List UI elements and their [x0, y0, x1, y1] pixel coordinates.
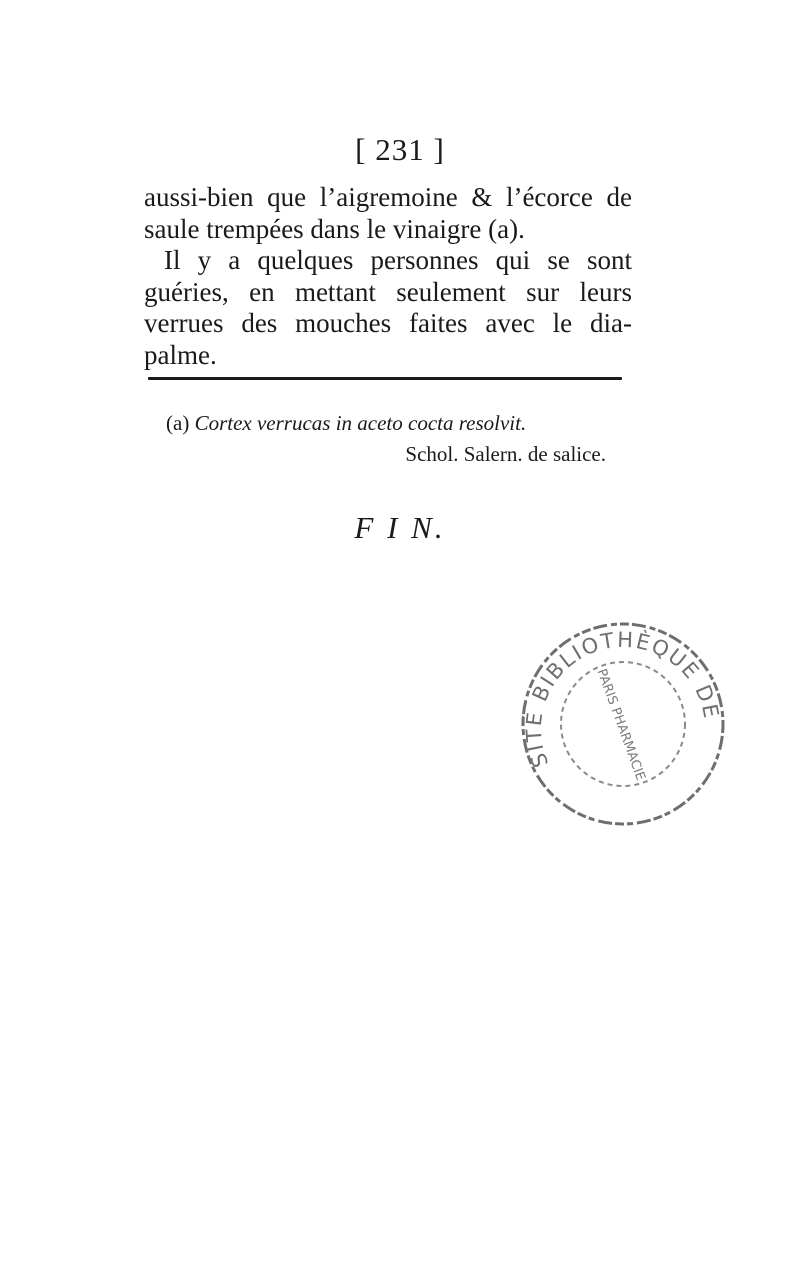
- text-line: palme.: [144, 339, 217, 370]
- footnote-source: Schol. Salern. de salice.: [405, 442, 606, 466]
- text-line: verrues des mouches faites avec le dia-: [144, 308, 632, 338]
- page-number: [ 231 ]: [355, 132, 445, 167]
- text-line: saule trempées dans le vinaigre (a).: [144, 213, 525, 244]
- text-line: Il y a quelques personnes qui se sont: [164, 245, 632, 275]
- horizontal-rule: [148, 377, 622, 380]
- stamp-outer-text: SITÉ BIBLIOTHÈQUE DE: [521, 627, 724, 771]
- footnote: [166, 408, 606, 470]
- stamp-inner-text: PARIS PHARMACIE: [593, 666, 648, 783]
- fin-closing: F I N.: [354, 510, 446, 545]
- body-text: [144, 182, 632, 371]
- footnote-quote: Cortex verrucas in aceto cocta resolvit.: [194, 411, 527, 435]
- text-line: guéries, en mettant seulement sur leurs: [144, 276, 632, 307]
- text-line: aussi-bien que l’aigremoine & l’écorce de: [144, 182, 632, 212]
- library-stamp: [516, 620, 730, 828]
- footnote-mark: (a): [166, 411, 190, 435]
